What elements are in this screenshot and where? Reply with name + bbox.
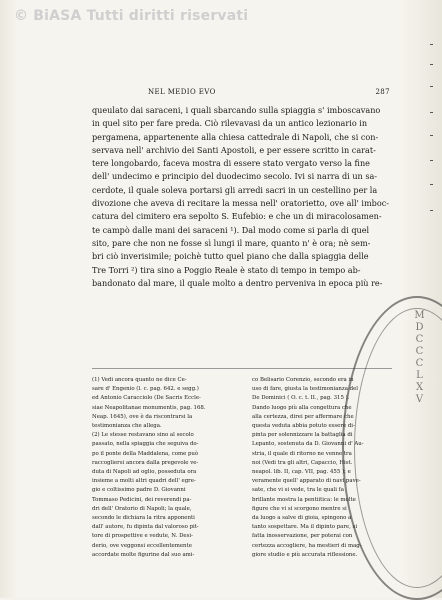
footnote-line: po il ponte della Maddalena, come può	[92, 450, 199, 457]
main-text	[92, 104, 392, 290]
footnote-line: fatta inosservazione, per poterai con	[252, 533, 353, 540]
footnote-line: gio e coltissimo padre D. Giovanni	[92, 487, 186, 494]
footnote-line: sate, che vi si vede, tra le quali fa	[252, 487, 344, 494]
text-line: servava nell' archivio dei Santi Apostoli, e per essere scritto in carat-	[92, 144, 376, 155]
text-line: te campò dalle mani dei saraceni ¹). Dal modo come si parla di quel	[92, 224, 370, 235]
text-line: bandonato dal mare, il quale molto a dentro perveniva in epoca più re-	[92, 277, 383, 288]
footnote-line: dall' autore, fu dipinta dal valoroso pit-	[92, 524, 199, 531]
footnote-line: figure che vi si scorgono mentre si	[252, 505, 347, 512]
page-header	[92, 88, 390, 100]
footnote-line: testimonianza che allega.	[92, 423, 162, 430]
footnote-line: uso di fare, giusta la testimonianza del	[252, 386, 359, 393]
footnote-line: certezza accogliere, ha mestieri di mag-	[252, 542, 362, 549]
text-line: divozione che aveva di recitare la messa nell' oratorietto, ove all' imboc-	[92, 198, 390, 209]
text-line: bri ciò inverisimile; poichè tutto quel piano che dalla spiaggia delle	[92, 251, 369, 262]
footnote-line: passato, nella spiaggia che seguiva do-	[92, 441, 199, 448]
text-line: queulato dai saraceni, i quali sbarcando sulla spiaggia s' imboscavano	[92, 105, 381, 115]
footnote-line: da luogo a salve di gioia, spingono a	[252, 515, 352, 522]
footnote-line: Lepanto, sostenuta da D. Giovanni d' Au-	[252, 441, 364, 448]
footnotes-left-column	[92, 376, 232, 560]
footnote-line: duta di Napoli ad oglio, posseduta ora	[92, 469, 197, 476]
footnote-line: tore di prospettive e vedute, N. Desi-	[92, 533, 193, 540]
footnote-line: secondo le dichiara la ritra apponenti	[92, 515, 195, 522]
footnote-rule	[92, 368, 392, 369]
footnote-line: ed Antonio Caracciolo (De Sacris Eccle-	[92, 395, 201, 402]
footnote-line: insieme a molti altri quadri dell' egre-	[92, 478, 196, 485]
text-line: pergamena, appartenente alla chiesa cattedrale di Napoli, che si con-	[92, 131, 379, 142]
footnote-line: accordate molte figurine dal suo ami-	[92, 551, 195, 558]
text-line: dell' undecimo e principio del duodecimo secolo. Ivi si narra di un sa-	[92, 171, 378, 182]
running-head: NEL MEDIO EVO	[148, 88, 216, 96]
footnote-line: (1) Vedi ancora quanto ne dice Ce-	[92, 377, 187, 383]
footnote-line: Neap. 1645), ove è da riscontrarsi la	[92, 413, 193, 420]
footnote-line: neapol. lib. II, cap. VII, pag. 455 ); e	[252, 469, 351, 476]
watermark: © BiASA Tutti diritti riservati	[14, 8, 249, 24]
text-line: catura del cimitero era sepolto S. Eufebio: e che un di miracolosamen-	[92, 211, 382, 222]
footnote-line: dri dell' Oratorio di Napoli; la quale,	[92, 505, 192, 512]
footnote-line: raccogliersi ancora dalla pregevole ve-	[92, 459, 199, 466]
footnote-line: Dando luogo più alla congettura che	[252, 404, 352, 411]
footnote-line: derio, ove veggonsi eccellentemente	[92, 542, 192, 549]
footnote-line: brillante mostra la pentiitica: le molte	[252, 496, 356, 503]
text-line: sito, pare che non ne fosse sì lungi il mare, quanto n' è ora; nè sem-	[92, 237, 371, 248]
text-line: in quel sito per fare preda. Ciò rilevavasi da un antico lezionario in	[92, 118, 368, 129]
footnote-line: co Belisario Corenzio, secondo era in	[252, 377, 354, 383]
page-number: 287	[375, 88, 390, 96]
footnote-line: giore studio e più accurata riflessione.	[252, 551, 358, 558]
footnote-line: pinta per solennizzare la battaglia di	[252, 432, 353, 439]
footnote-line: tanto sospettare. Ma il dipinto pare, si	[252, 524, 358, 531]
stamp-roman-date: MDCCCLXV	[414, 310, 425, 406]
text-line: Tre Torri ²) tira sino a Poggio Reale è stato di tempo in tempo ab-	[92, 264, 361, 275]
footnote-line: noi (Vedi tra gli altri, Capaccio, Hist.	[252, 459, 353, 466]
footnote-line: (2) Le stesse restavano sino al secolo	[92, 432, 194, 439]
footnote-line: De Dominici ( O. c. t. II., pag. 315 ).	[252, 395, 350, 402]
footnote-line: stria, il quale di ritorno ne venne tra	[252, 450, 352, 457]
margin-marks	[430, 34, 440, 234]
footnote-line: siae Neapolitanae monumentis, pag. 168.	[92, 404, 206, 411]
footnote-line: questa veduta abbia potuto essere di-	[252, 423, 355, 430]
text-line: cerdote, il quale soleva portarsi gli arredi sacri in un cestellino per la	[92, 184, 378, 195]
footnote-line: sare d' Engenio (l. c. pag. 642. e segg.)	[92, 386, 199, 393]
text-line: tere longobardo, faceva mostra di essere stato vergato verso la fine	[92, 158, 370, 169]
footnote-line: veramente quell' apparato di navi pave-	[252, 478, 361, 485]
footnote-line: alla certezza, direi per affermare che	[252, 413, 354, 420]
footnote-line: Tommaso Pedicini, dei reverendi pa-	[92, 496, 192, 503]
